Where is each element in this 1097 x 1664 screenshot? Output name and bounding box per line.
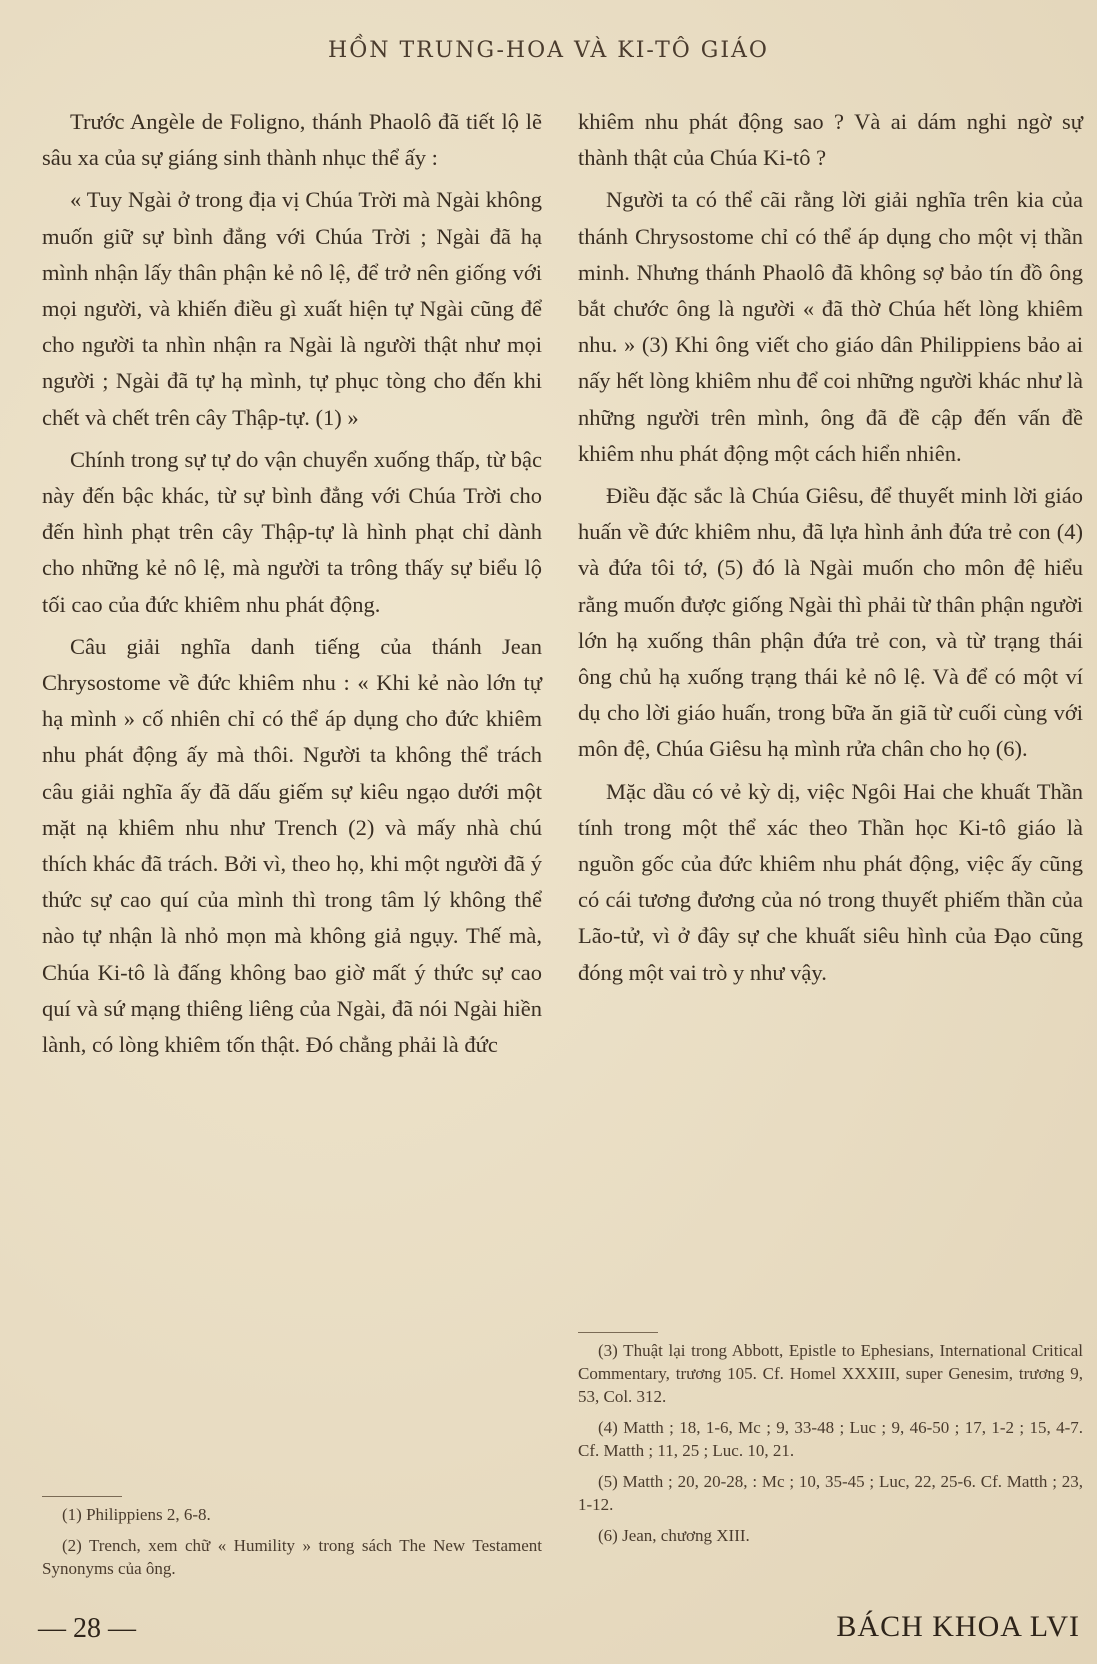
paragraph: Câu giải nghĩa danh tiếng của thánh Jean Chrysostome về đức khiêm nhu : « Khi kẻ nào lớn tự hạ mình » cố nhiên chỉ có thể áp dụng cho đức khiêm nhu phát động ấy mà thôi. Người ta không thể trách câu giải nghĩa ấy đã dấu giếm sự kiêu ngạo dưới một mặt nạ khiêm nhu như Trench (2) và mấy nhà chú thích khác đã trách. Bởi vì, theo họ, khi một người đã ý thức sự cao quí của mình thì trong tâm lý không thể nào tự nhận là nhỏ mọn mà không giả ngụy. Thế mà, Chúa Ki-tô là đấng không bao giờ mất ý thức sự cao quí và sứ mạng thiêng liêng của Ngài, đã nói Ngài hiền lành, có lòng khiêm tốn thật. Đó chẳng phải là đức (42, 633, 542, 1058)
footnote: (3) Thuật lại trong Abbott, Epistle to Ephesians, International Critical Commentary, trương 105. Cf. Homel XXXIII, super Genesim, trương 9, 53, Col. 312. (578, 1341, 1083, 1406)
right-column (578, 104, 1083, 997)
paragraph: Người ta có thể cãi rằng lời giải nghĩa trên kia của thánh Chrysostome chỉ có thể áp dụng cho một vị thần minh. Nhưng thánh Phaolô đã không sợ bảo tín đồ ông bắt chước ông là người « đã thờ Chúa hết lòng khiêm nhu. » (3) Khi ông viết cho giáo dân Philippiens bảo ai nấy hết lòng khiêm nhu để coi những người khác như là những người trên mình, ông đã đề cập đến vấn đề khiêm nhu phát động một cách hiển nhiên. (578, 187, 1083, 466)
paragraph: Chính trong sự tự do vận chuyển xuống thấp, từ bậc này đến bậc khác, từ sự bình đẳng với Chúa Trời cho đến hình phạt trên cây Thập-tự là hình phạt chỉ dành cho những kẻ nô lệ, mà người ta trông thấy sự biểu lộ tối cao của đức khiêm nhu phát động. (42, 446, 542, 617)
paragraph-continuation: khiêm nhu phát động sao ? Và ai dám nghi ngờ sự thành thật của Chúa Ki-tô ? (578, 109, 1083, 171)
quotation-paragraph: « Tuy Ngài ở trong địa vị Chúa Trời mà Ngài không muốn giữ sự bình đẳng với Chúa Trời ; Ngài đã hạ mình nhận lấy thân phận kẻ nô lệ, để trở nên giống với mọi người, và khiến điều gì xuất hiện tự Ngài cũng để cho người ta nhìn nhận ra Ngài là người thật như mọi người ; Ngài đã tự hạ mình, tự phục tòng cho đến khi chết và chết trên cây Thập-tự. (1) » (42, 187, 542, 430)
footnotes-right (578, 1314, 1083, 1555)
magazine-title: BÁCH KHOA LVI (836, 1610, 1080, 1643)
footnote: (4) Matth ; 18, 1-6, Mc ; 9, 33-48 ; Luc ; 9, 46-50 ; 17, 1-2 ; 15, 4-7. Cf. Matth ; 11, 25 ; Luc. 10, 21. (578, 1418, 1083, 1460)
left-column (42, 104, 542, 1069)
running-head: HỒN TRUNG-HOA VÀ KI-TÔ GIÁO (328, 38, 769, 63)
footnote: (6) Jean, chương XIII. (598, 1526, 750, 1545)
page-number: — 28 — (38, 1613, 136, 1644)
footnote: (2) Trench, xem chữ « Humility » trong sách The New Testament Synonyms của ông. (42, 1536, 542, 1578)
footnote: (1) Philippiens 2, 6-8. (62, 1505, 211, 1524)
paragraph: Điều đặc sắc là Chúa Giêsu, để thuyết minh lời giáo huấn về đức khiêm nhu, đã lựa hình ảnh đứa trẻ con (4) và đứa tôi tớ, (5) đó là Ngài muốn cho môn đệ hiểu rằng muốn được giống Ngài thì phải từ thân phận người lớn hạ xuống thân phận đứa trẻ con, và từ trạng thái ông chủ hạ xuống trạng thái kẻ nô lệ. Và để có một ví dụ cho lời giáo huấn, trong bữa ăn giã từ cuối cùng với môn đệ, Chúa Giêsu hạ mình rửa chân cho họ (6). (578, 483, 1083, 762)
paragraph: Trước Angèle de Foligno, thánh Phaolô đã tiết lộ lẽ sâu xa của sự giáng sinh thành nhục thể ấy : (42, 109, 542, 171)
paragraph: Mặc dầu có vẻ kỳ dị, việc Ngôi Hai che khuất Thần tính trong một thể xác theo Thần học Ki-tô giáo là nguồn gốc của đức khiêm nhu phát động, việc ấy cũng có cái tương đương của nó trong thuyết phiếm thần của Lão-tử, vì ở đây sự che khuất siêu hình của Đạo cũng đóng một vai trò y như vậy. (578, 778, 1083, 985)
footnote-rule (578, 1332, 658, 1333)
footnotes-left (42, 1478, 542, 1588)
footnote-rule (42, 1496, 122, 1497)
footnote: (5) Matth ; 20, 20-28, : Mc ; 10, 35-45 ; Luc, 22, 25-6. Cf. Matth ; 23, 1-12. (578, 1472, 1083, 1514)
